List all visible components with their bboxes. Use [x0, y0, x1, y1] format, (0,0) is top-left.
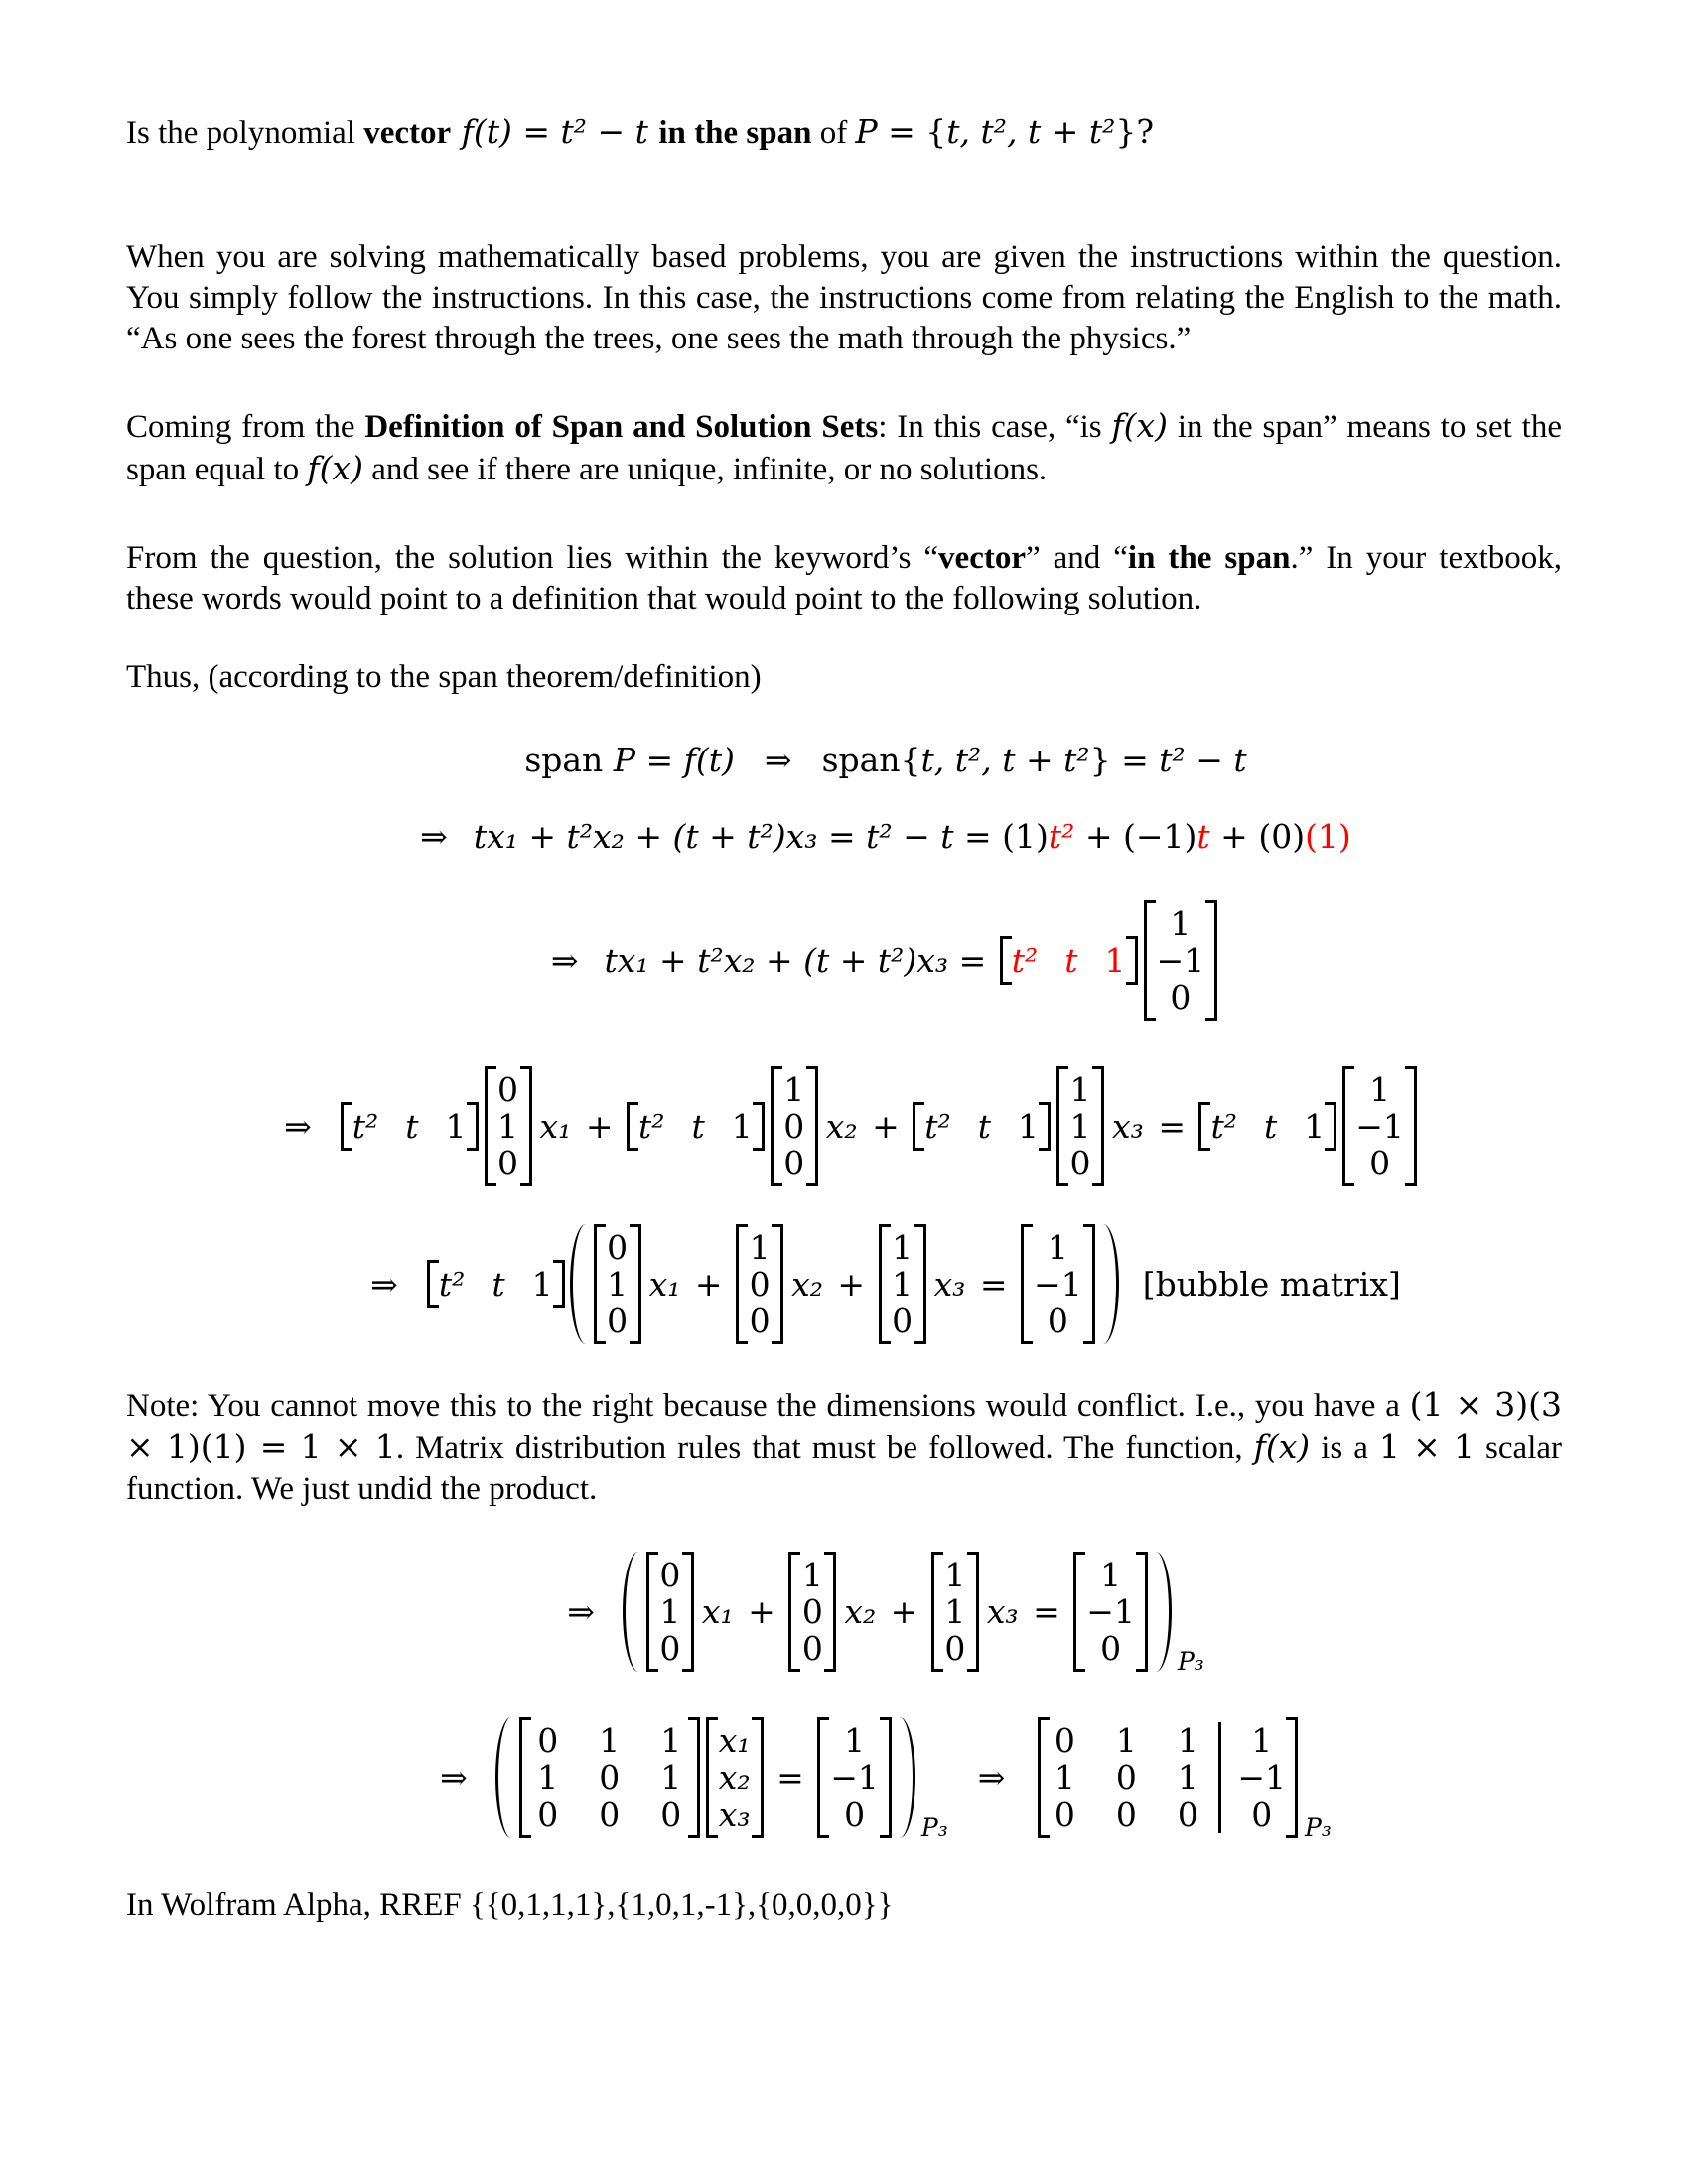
column-vector-v1 — [485, 1066, 532, 1186]
matrix-cell: 1 — [801, 1556, 823, 1594]
matrix-cell: 0 — [1115, 1795, 1137, 1834]
p3-subscript: P₃ — [1305, 1813, 1332, 1842]
column-vector-b — [1021, 1224, 1095, 1344]
variable-x3: x₃ — [986, 1592, 1019, 1631]
right-paren — [1156, 1552, 1172, 1672]
parenthesized-group — [568, 1224, 1121, 1344]
implies-arrow-icon: ⇒ — [550, 941, 579, 980]
matrix-cell: 1 — [599, 1721, 621, 1760]
column-vector-v1 — [646, 1552, 694, 1672]
left-paren — [570, 1224, 586, 1344]
math-run-fx: f(x) — [307, 449, 363, 487]
matrix-cell: 0 — [801, 1629, 823, 1668]
matrix-cell: 1 — [537, 1758, 559, 1797]
math-run: t² − t — [1159, 741, 1247, 779]
matrix-cell: 1 — [497, 1107, 518, 1146]
text-run: and see if there are unique, infinite, or no solutions. — [362, 452, 1048, 487]
matrix-cell: 1 — [892, 1265, 914, 1303]
matrix-cell: −1 — [830, 1758, 879, 1797]
matrix-cell: 0 — [844, 1795, 866, 1834]
matrix-cell: 0 — [1251, 1795, 1273, 1834]
matrix-cell: 1 — [1115, 1721, 1137, 1760]
implies-arrow-icon: ⇒ — [977, 1758, 1006, 1797]
equation-bubble-matrix — [168, 1224, 1604, 1344]
matrix-cell: t² — [352, 1107, 379, 1146]
column-vector-v1 — [594, 1224, 641, 1344]
equals-sign: = — [1022, 1592, 1071, 1631]
left-paren — [495, 1717, 511, 1838]
matrix-cell: t — [405, 1107, 419, 1146]
row-vector-t — [913, 1102, 1051, 1151]
math-run-set: t, t², t + t² — [946, 112, 1116, 151]
thus-line: Thus, (according to the span theorem/definition) — [126, 659, 762, 695]
equals-sign: = — [1147, 1107, 1196, 1146]
matrix-cell: 0 — [599, 1795, 621, 1834]
bubble-matrix-label: [bubble matrix] — [1142, 1265, 1401, 1303]
matrix-cell: t — [977, 1107, 991, 1146]
augmented-rhs-column — [1237, 1722, 1286, 1833]
column-vector-b — [817, 1717, 892, 1838]
right-paren — [900, 1717, 915, 1838]
variable-x1: x₁ — [648, 1265, 681, 1303]
math-run: = { — [877, 112, 947, 151]
math-run: span{ — [821, 741, 921, 779]
matrix-cell: 1 — [1369, 1070, 1391, 1109]
math-run: tx₁ + t²x₂ + (t + t²)x₃ = — [604, 941, 997, 980]
matrix-cell: 0 — [537, 1721, 559, 1760]
row-vector-t — [1198, 1102, 1336, 1151]
matrix-cell: 1 — [944, 1556, 966, 1594]
matrix-cell: 1 — [1177, 1721, 1198, 1760]
plus-sign: + — [684, 1265, 734, 1303]
math-run: span — [524, 741, 614, 779]
question-line — [126, 111, 1562, 154]
math-run: + (0) — [1209, 817, 1306, 856]
equation-basis-vectors-expanded — [134, 1066, 1570, 1186]
math-run-fx: f(x) — [1111, 406, 1169, 445]
matrix-cell: 1 — [749, 1228, 771, 1267]
math-run: tx₁ + t²x₂ + (t + t²)x₃ = t² − t = — [473, 817, 1003, 856]
math-run: (1) — [1002, 817, 1049, 856]
implies-arrow-icon: ⇒ — [284, 1107, 312, 1146]
matrix-cell: 0 — [537, 1795, 559, 1834]
matrix-cell: 1 — [783, 1070, 805, 1109]
equation-coefficient-expansion — [168, 816, 1604, 857]
plus-sign: + — [861, 1107, 911, 1146]
matrix-cell: 1 — [1047, 1228, 1068, 1267]
matrix-cell: t — [1263, 1107, 1278, 1146]
equation-row-vector-product — [168, 900, 1604, 1021]
matrix-cell: 1 — [1069, 1107, 1091, 1146]
matrix-cell: 0 — [497, 1144, 518, 1182]
matrix-cell: 1 — [1251, 1721, 1273, 1760]
equation-matrix-system-p3 — [168, 1717, 1604, 1842]
matrix-cell: 0 — [660, 1795, 682, 1834]
text-run: ” and “ — [1025, 540, 1128, 576]
implies-arrow-icon: ⇒ — [440, 1758, 468, 1797]
matrix-cell: 0 — [801, 1592, 823, 1631]
coefficient-matrix — [519, 1717, 700, 1838]
text-run: . Matrix distribution rules that must be followed. The function, — [395, 1431, 1254, 1466]
keywords-paragraph — [126, 538, 1562, 619]
text-run: From the question, the solution lies within the keyword’s “ — [126, 540, 939, 576]
matrix-cell: −1 — [1034, 1265, 1082, 1303]
matrix-cell: 0 — [607, 1301, 629, 1340]
matrix-cell: 1 — [445, 1107, 467, 1146]
matrix-cell: t² — [438, 1265, 466, 1303]
matrix-cell: −1 — [1355, 1107, 1404, 1146]
augmented-left-block — [1050, 1722, 1202, 1833]
variable-x2: x₂ — [825, 1107, 858, 1146]
math-run: }? — [1115, 112, 1155, 151]
matrix-cell: x₁ — [718, 1721, 751, 1760]
note-paragraph — [126, 1384, 1562, 1510]
math-run-dimensions: (1 × 3)(3 × 1)(1) = 1 × 1 — [126, 1385, 1562, 1466]
variable-x1: x₁ — [539, 1107, 572, 1146]
matrix-cell: 1 — [731, 1107, 753, 1146]
row-vector-t-red — [1000, 936, 1138, 985]
matrix-cell: 1 — [660, 1721, 682, 1760]
bold-definition-title: Definition of Span and Solution Sets — [364, 409, 879, 445]
matrix-cell: 0 — [783, 1144, 805, 1182]
equation-span-equals-ft — [168, 740, 1604, 780]
column-vector-b — [1073, 1552, 1148, 1672]
variable-x1: x₁ — [701, 1592, 734, 1631]
matrix-cell: 0 — [1170, 978, 1192, 1017]
matrix-cell: 1 — [1104, 941, 1126, 980]
matrix-cell: x₂ — [718, 1758, 751, 1797]
augmented-divider — [1218, 1722, 1221, 1833]
row-vector-t — [341, 1102, 479, 1151]
matrix-cell: −1 — [1086, 1592, 1135, 1631]
matrix-cell: 1 — [1054, 1758, 1075, 1797]
bold-keyword-vector: vector — [363, 115, 452, 151]
augmented-matrix — [1038, 1717, 1298, 1838]
matrix-cell: 0 — [1069, 1144, 1091, 1182]
p3-subscript: P₃ — [1177, 1647, 1204, 1676]
matrix-cell: 0 — [749, 1265, 771, 1303]
row-vector-t — [427, 1260, 565, 1308]
bold-keyword-in-the-span: in the span — [1127, 540, 1291, 576]
column-vector-v3 — [1056, 1066, 1104, 1186]
math-run-dimensions: 1 × 1 — [1378, 1428, 1476, 1466]
matrix-cell: 0 — [892, 1301, 914, 1340]
matrix-cell: 1 — [844, 1721, 866, 1760]
matrix-cell: 0 — [607, 1228, 629, 1267]
math-run: = — [635, 741, 684, 779]
math-run-red-t2: t² — [1048, 817, 1075, 856]
matrix-cell: 1 — [531, 1265, 553, 1303]
matrix-cell: t² — [1210, 1107, 1237, 1146]
parenthesized-group — [621, 1552, 1174, 1672]
parenthesized-group — [493, 1717, 917, 1838]
column-vector-v2 — [736, 1224, 783, 1344]
matrix-cell: 0 — [599, 1758, 621, 1797]
column-vector-b — [1342, 1066, 1417, 1186]
plus-sign: + — [880, 1592, 928, 1631]
plus-sign: + — [826, 1265, 876, 1303]
matrix-cell: 1 — [607, 1265, 629, 1303]
matrix-cell: 0 — [659, 1556, 681, 1594]
script-p: P — [613, 741, 636, 779]
matrix-cell: 1 — [1177, 1758, 1198, 1797]
bold-keyword-in-the-span: in the span — [658, 115, 812, 151]
matrix-cell: 0 — [749, 1301, 771, 1340]
matrix-cell: 1 — [659, 1592, 681, 1631]
column-vector-v3 — [879, 1224, 926, 1344]
variable-x3: x₃ — [933, 1265, 966, 1303]
matrix-cell: 0 — [1054, 1721, 1075, 1760]
matrix-cell: t² — [637, 1107, 665, 1146]
math-run-ft: f(t) = t² − t — [451, 112, 659, 151]
math-run-ft: f(t) — [683, 741, 735, 779]
matrix-cell: 1 — [1170, 904, 1192, 943]
text-run: scalar function. We just undid the product. — [126, 1431, 1562, 1507]
matrix-cell: t — [492, 1265, 505, 1303]
matrix-cell: 0 — [1369, 1144, 1391, 1182]
matrix-cell: t — [1064, 941, 1078, 980]
equals-sign: = — [766, 1758, 815, 1797]
matrix-cell: t — [691, 1107, 705, 1146]
text-run: of — [811, 115, 856, 151]
implies-arrow-icon: ⇒ — [567, 1592, 595, 1631]
matrix-cell: 1 — [660, 1758, 682, 1797]
text-run: is a — [1310, 1431, 1379, 1466]
text-run: Coming from the — [126, 409, 365, 445]
plus-sign: + — [737, 1592, 786, 1631]
matrix-cell: 0 — [1115, 1758, 1137, 1797]
matrix-cell: t² — [1011, 941, 1039, 980]
matrix-cell: 1 — [944, 1592, 966, 1631]
matrix-cell: 1 — [1018, 1107, 1039, 1146]
math-run-red-one: (1) — [1305, 817, 1351, 856]
math-run-set: t, t², t + t² — [920, 741, 1090, 779]
equals-sign: = — [969, 1265, 1019, 1303]
row-vector-t — [627, 1102, 765, 1151]
matrix-cell: 0 — [1047, 1301, 1068, 1340]
intro-paragraph: When you are solving mathematically based problems, you are given the instructions within the question. You simply follow the instructions. In this case, the instructions come from relating the English to the math. “As one sees the forest through the trees, one sees the math through the physics.” — [126, 239, 1562, 356]
matrix-cell: 1 — [1069, 1070, 1091, 1109]
matrix-cell: −1 — [1237, 1758, 1287, 1797]
matrix-cell: x₃ — [718, 1795, 751, 1834]
left-paren — [623, 1552, 638, 1672]
matrix-cell: −1 — [1156, 941, 1205, 980]
variable-x2: x₂ — [844, 1592, 877, 1631]
script-p: P — [855, 112, 878, 151]
math-run: } = — [1089, 741, 1160, 779]
matrix-cell: 0 — [1100, 1629, 1122, 1668]
text-run: : In this case, “is — [878, 409, 1112, 445]
matrix-cell: 0 — [944, 1629, 966, 1668]
math-run-red-t: t — [1196, 817, 1210, 856]
variable-x3: x₃ — [1112, 1107, 1144, 1146]
wolfram-alpha-line: In Wolfram Alpha, RREF {{0,1,1,1},{1,0,1,-1},{0,0,0,0}} — [126, 1887, 894, 1923]
bold-keyword-vector: vector — [938, 540, 1026, 576]
column-vector-v2 — [788, 1552, 836, 1672]
matrix-cell: 0 — [497, 1070, 518, 1109]
column-vector-v3 — [931, 1552, 979, 1672]
matrix-cell: 0 — [783, 1107, 805, 1146]
matrix-cell: 1 — [892, 1228, 914, 1267]
plus-sign: + — [575, 1107, 624, 1146]
definition-paragraph — [126, 405, 1562, 490]
text-run: in the span” means to set the span equal to — [126, 409, 1562, 487]
implies-arrow-icon: ⇒ — [764, 741, 792, 779]
matrix-cell: 0 — [659, 1629, 681, 1668]
column-vector-b — [1144, 900, 1218, 1021]
math-run: + (−1) — [1074, 817, 1197, 856]
matrix-cell: t² — [924, 1107, 951, 1146]
unknowns-vector — [706, 1717, 764, 1838]
implies-arrow-icon: ⇒ — [370, 1265, 398, 1303]
math-run-fx: f(x) — [1253, 1428, 1311, 1466]
column-vector-v2 — [771, 1066, 818, 1186]
variable-x2: x₂ — [791, 1265, 823, 1303]
text-run: .” In your textbook, these words would point to a definition that would point to the following solution. — [126, 540, 1563, 616]
matrix-cell: 0 — [1054, 1795, 1075, 1834]
text-run: Note: You cannot move this to the right because the dimensions would conflict. I.e., you have a — [126, 1388, 1410, 1424]
matrix-cell: 1 — [1100, 1556, 1122, 1594]
equation-vector-sum-p3 — [168, 1552, 1604, 1676]
p3-subscript: P₃ — [920, 1813, 948, 1842]
implies-arrow-icon: ⇒ — [420, 817, 448, 856]
matrix-cell: 0 — [1177, 1795, 1198, 1834]
right-paren — [1103, 1224, 1119, 1344]
text-run: Is the polynomial — [126, 115, 364, 151]
matrix-cell: 1 — [1304, 1107, 1326, 1146]
